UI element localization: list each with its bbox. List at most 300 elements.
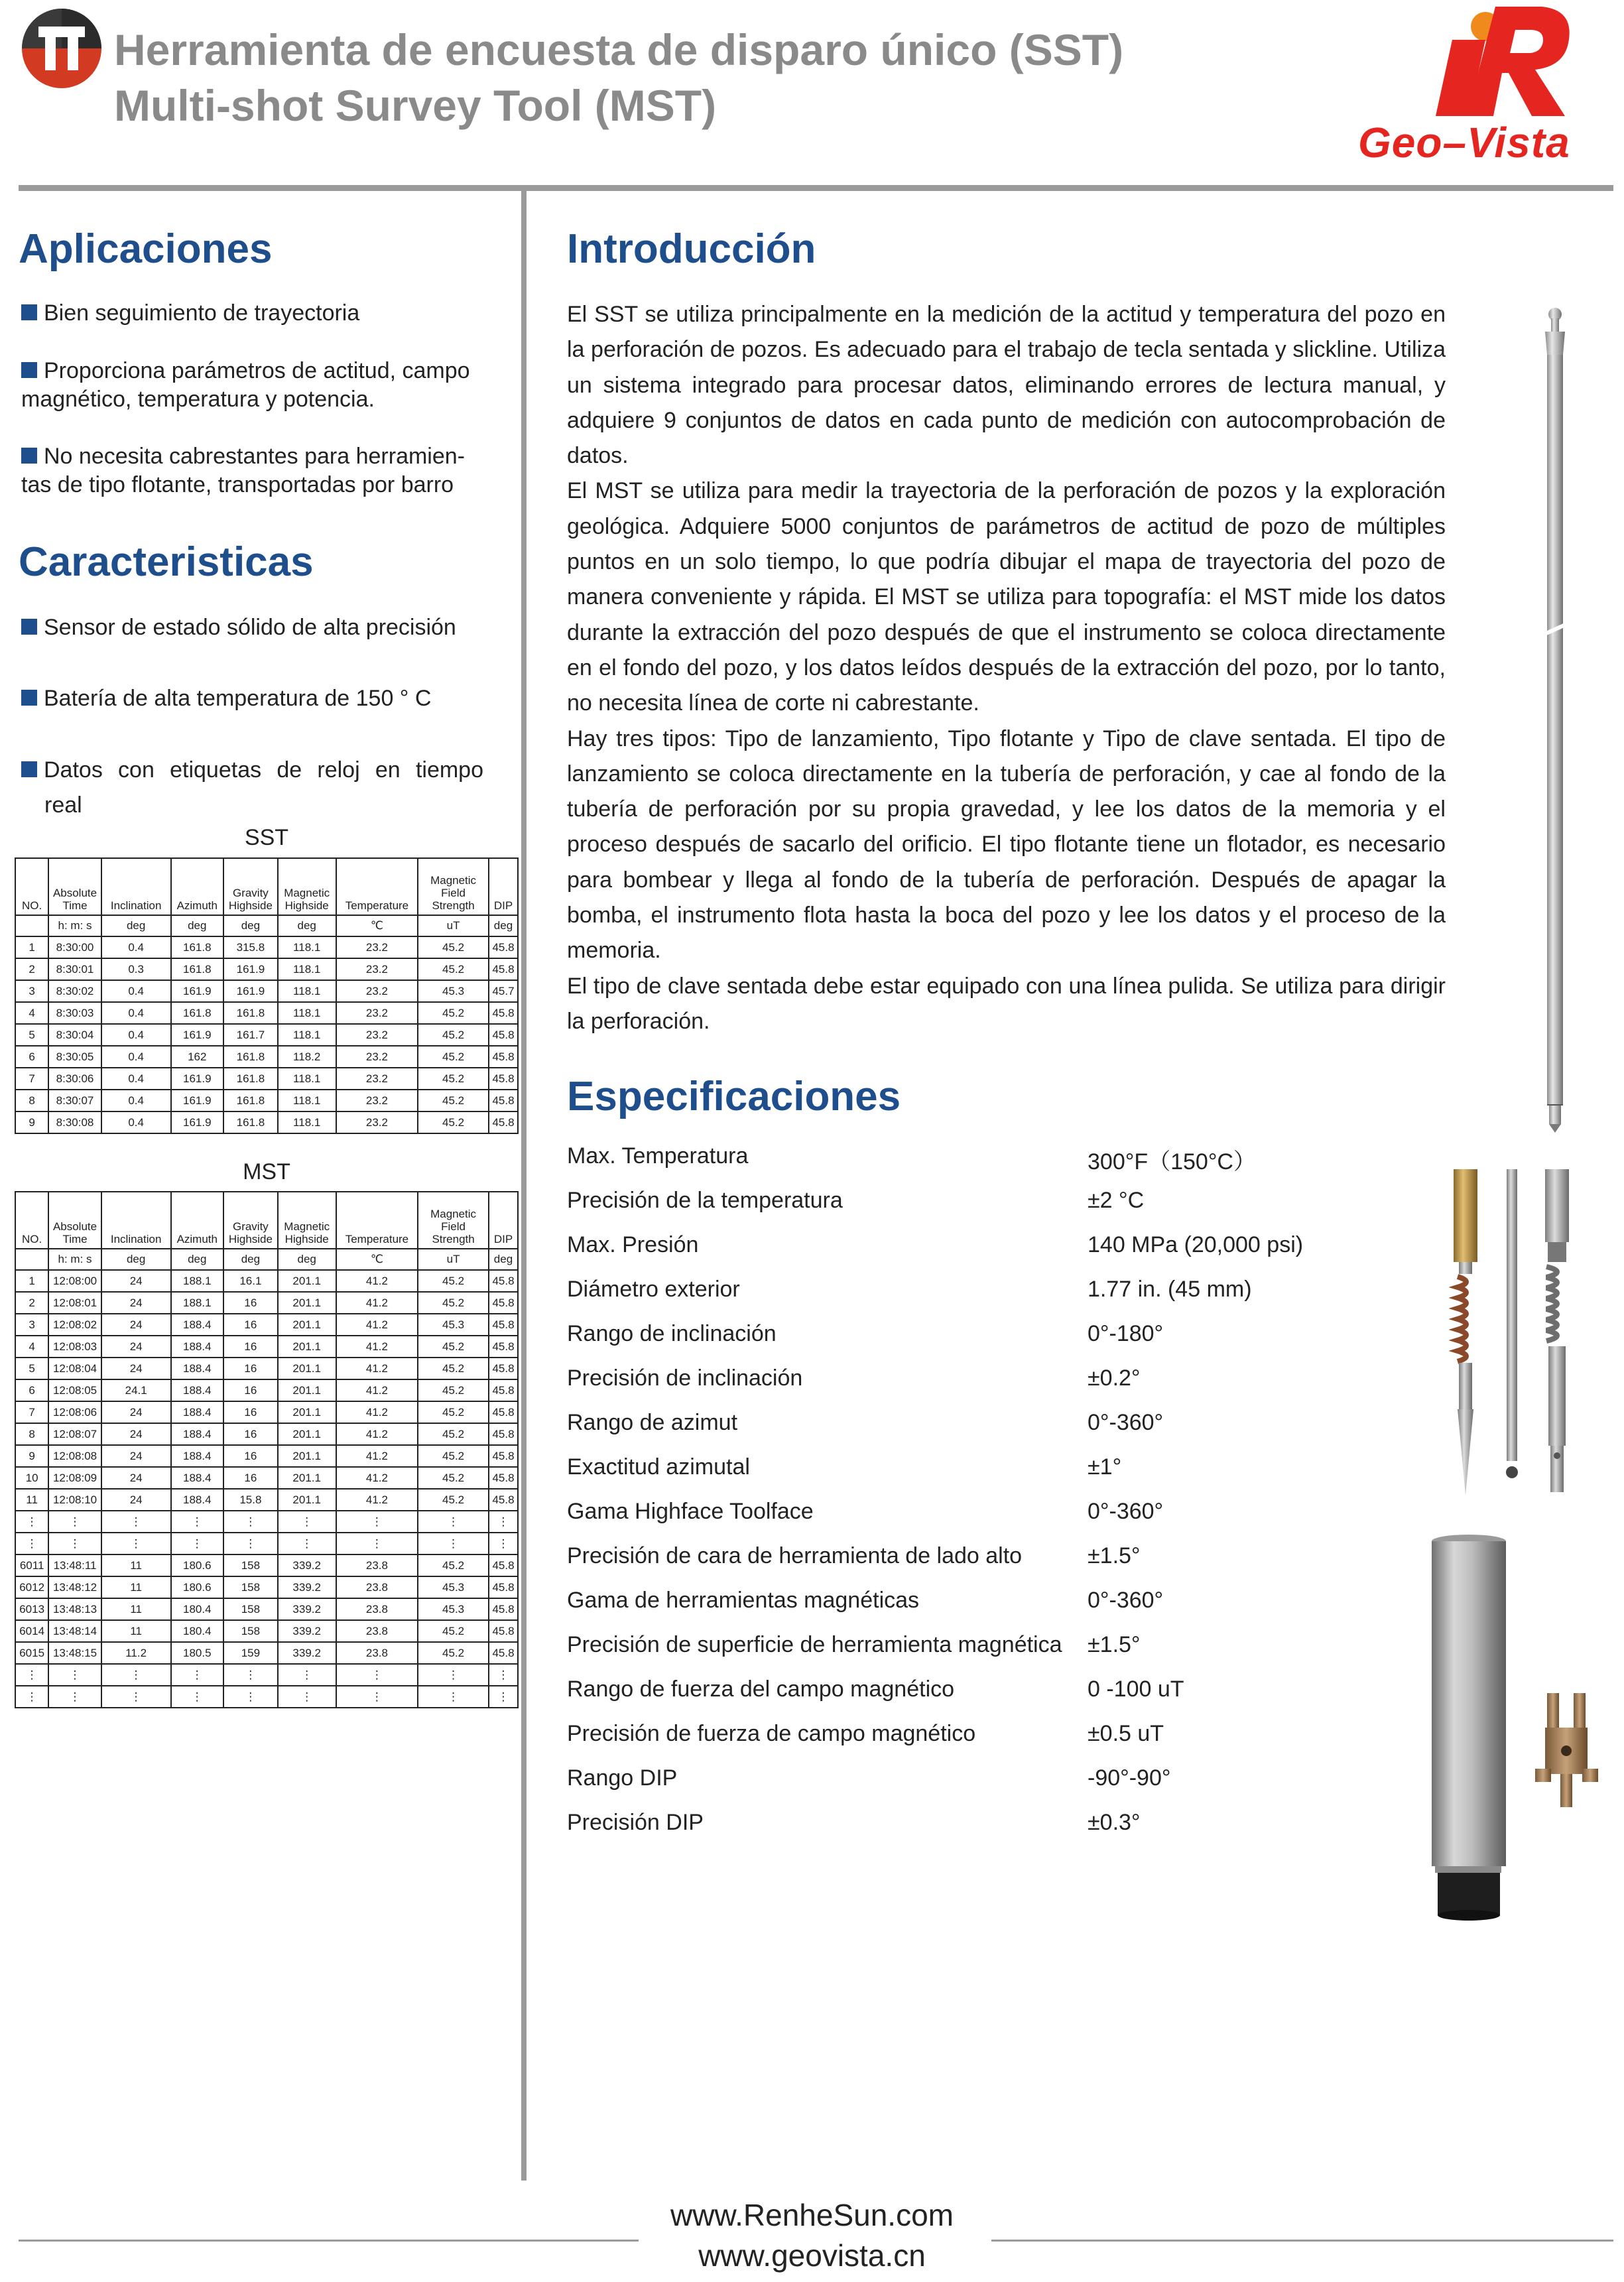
table-cell: 23.8 [336,1576,418,1598]
table-row [15,1533,518,1554]
table-row [15,1379,518,1401]
table-cell: 45.3 [418,1314,489,1336]
table-cell: ⋮ [489,1664,518,1686]
table-cell: 201.1 [278,1358,336,1379]
unit-cell: h: m: s [48,1249,101,1270]
spec-label: Exactitud azimutal [567,1454,750,1480]
table-cell: ⋮ [15,1511,48,1533]
table-cell: 45.2 [418,1090,489,1111]
table-cell: 0.4 [101,1111,171,1133]
table-cell: 45.8 [489,1598,518,1620]
table-cell: 161.9 [223,958,278,980]
unit-cell: deg [171,1249,224,1270]
table-cell: 201.1 [278,1379,336,1401]
table-cell: 16 [223,1467,278,1489]
table-row [15,1489,518,1511]
column-header: Inclination [101,858,171,915]
table-cell: 45.8 [489,958,518,980]
table-cell: 45.2 [418,1379,489,1401]
table-cell: 3 [15,980,48,1002]
table-cell: 24 [101,1467,171,1489]
table-cell: 16 [223,1379,278,1401]
unit-cell: deg [101,915,171,936]
spec-value: 0°-360° [1088,1499,1164,1524]
table-cell: ⋮ [336,1686,418,1708]
table-cell: 45.8 [489,1068,518,1090]
table-cell: 0.4 [101,936,171,958]
caracteristicas-heading: Caracteristicas [19,539,314,585]
spec-label: Diámetro exterior [567,1277,740,1302]
table-cell: 45.2 [418,936,489,958]
table-cell: 45.2 [418,1620,489,1642]
header-rule [19,185,1613,191]
company-logo [20,7,103,90]
table-cell: 45.8 [489,1002,518,1024]
table-cell: 12:08:07 [48,1423,101,1445]
column-divider [521,191,527,2181]
geo-vista-logo [1353,0,1618,172]
table-cell: 6 [15,1046,48,1068]
column-header: Gravity Highside [223,858,278,915]
table-cell: 45.2 [418,1002,489,1024]
spec-value: ±2 °C [1088,1188,1145,1213]
table-cell: ⋮ [278,1511,336,1533]
table-cell: 45.8 [489,1314,518,1336]
table-row [15,1511,518,1533]
caracteristicas-item: Datos con etiquetas de reloj en tiempo [21,756,483,785]
unit-cell: deg [278,915,336,936]
table-cell: 161.8 [171,958,224,980]
table-cell: ⋮ [101,1511,171,1533]
table-cell: 9 [15,1445,48,1467]
table-cell: 45.7 [489,980,518,1002]
table-cell: 201.1 [278,1423,336,1445]
table-cell: 41.2 [336,1489,418,1511]
table-cell: 41.2 [336,1445,418,1467]
table-unit-row [15,1249,518,1270]
unit-cell: deg [489,1249,518,1270]
mst-table [15,1191,519,1708]
table-cell: 16 [223,1401,278,1423]
table-cell: 158 [223,1554,278,1576]
table-cell: 8:30:03 [48,1002,101,1024]
table-cell: 188.4 [171,1467,224,1489]
table-cell: 118.1 [278,936,336,958]
table-cell: 6015 [15,1642,48,1664]
table-cell: 11 [101,1620,171,1642]
table-row [15,1090,518,1111]
table-cell: 23.2 [336,1111,418,1133]
table-cell: 161.9 [223,980,278,1002]
table-cell: ⋮ [101,1686,171,1708]
table-cell: 6 [15,1379,48,1401]
table-row [15,936,518,958]
table-row [15,1598,518,1620]
table-cell: 201.1 [278,1292,336,1314]
table-cell: 3 [15,1314,48,1336]
caracteristicas-item: Sensor de estado sólido de alta precisión [21,613,499,642]
table-cell: 23.2 [336,1068,418,1090]
table-cell: 0.4 [101,1090,171,1111]
table-cell: 158 [223,1620,278,1642]
table-cell: 6012 [15,1576,48,1598]
table-cell: 16 [223,1358,278,1379]
table-cell: 188.4 [171,1336,224,1358]
table-cell: 16 [223,1314,278,1336]
table-cell: 161.8 [223,1068,278,1090]
table-row [15,1467,518,1489]
table-cell: ⋮ [278,1533,336,1554]
table-cell: 24 [101,1401,171,1423]
table-cell: 45.8 [489,1401,518,1423]
table-cell: 180.4 [171,1598,224,1620]
column-header: Magnetic Highside [278,1192,336,1249]
table-cell: ⋮ [48,1533,101,1554]
table-cell: ⋮ [278,1686,336,1708]
table-cell: 12:08:02 [48,1314,101,1336]
table-cell: ⋮ [101,1533,171,1554]
table-cell: ⋮ [15,1664,48,1686]
table-cell: 315.8 [223,936,278,958]
column-header: Magnetic Field Strength [418,1192,489,1249]
table-cell: 45.8 [489,1576,518,1598]
table-cell: 41.2 [336,1401,418,1423]
table-row [15,1554,518,1576]
table-cell: 6011 [15,1554,48,1576]
spec-label: Max. Temperatura [567,1143,749,1169]
table-cell: 23.2 [336,1002,418,1024]
table-row [15,1068,518,1090]
spec-label: Precisión de superficie de herramienta magnética [567,1632,1062,1657]
spec-label: Precisión DIP [567,1810,704,1835]
table-cell: 118.1 [278,1002,336,1024]
table-cell: 339.2 [278,1598,336,1620]
table-cell: ⋮ [418,1533,489,1554]
table-cell: 0.4 [101,1002,171,1024]
table-cell: ⋮ [489,1511,518,1533]
title-en: Multi-shot Survey Tool (MST) [114,81,717,130]
table-cell: 16 [223,1445,278,1467]
table-unit-row [15,915,518,936]
table-cell: 12:08:08 [48,1445,101,1467]
table-cell: 4 [15,1002,48,1024]
spec-value: ±1° [1088,1454,1122,1480]
sst-table [15,857,519,1134]
table-cell: 13:48:15 [48,1642,101,1664]
table-cell: 8:30:08 [48,1111,101,1133]
table-cell: 161.9 [171,1068,224,1090]
table-cell: 162 [171,1046,224,1068]
table-cell: 41.2 [336,1379,418,1401]
table-row [15,1270,518,1292]
table-cell: ⋮ [48,1664,101,1686]
introduccion-body [567,297,1446,1039]
bullet-icon [21,690,37,706]
spec-value: ±0.2° [1088,1365,1141,1391]
table-cell: 41.2 [336,1292,418,1314]
spec-label: Gama Highface Toolface [567,1499,814,1524]
column-header: Azimuth [171,1192,224,1249]
table-cell: 10 [15,1467,48,1489]
table-cell: 180.6 [171,1576,224,1598]
table-cell: 161.8 [223,1046,278,1068]
table-row [15,1642,518,1664]
table-cell: 188.1 [171,1270,224,1292]
mst-table-caption: MST [243,1159,290,1184]
intro-paragraph: Hay tres tipos: Tipo de lanzamiento, Tipo flotante y Tipo de clave sentada. El tipo de lanzamiento se coloca directamente en la tubería de perforación, y cae al fondo de la tubería de perforación por su propia gravedad, y lee los datos de la memoria y el proceso después de sacarlo del orificio. El tipo flotante tiene un flotador, es necesario para bombear y llega al fondo de la tubería de perforación. Después de apagar la bomba, el instrumento flota hasta la boca del pozo y lee los datos y el proceso de la memoria. [567,726,1446,964]
table-cell: 0.4 [101,1068,171,1090]
table-row [15,1336,518,1358]
table-cell: 45.2 [418,1292,489,1314]
intro-paragraph: El MST se utiliza para medir la trayectoria de la perforación de pozos y la exploración geológica. Adquiere 5000 conjuntos de parámetros de actitud de pozo de múltiples puntos en un solo tiempo, lo que podría dibujar el mapa de trayectoria del pozo de manera conveniente y rápida. El MST se utiliza para topografía: el MST mide los datos durante la extracción del pozo después de que el instrumento se coloca directamente en el fondo del pozo, y los datos leídos después de la extracción del pozo, por lo tanto, no necesita línea de corte ni cabrestante. [567,478,1446,716]
table-cell: 8 [15,1090,48,1111]
unit-cell [15,1249,48,1270]
table-cell: 24 [101,1270,171,1292]
unit-cell: ℃ [336,1249,418,1270]
table-cell: 12:08:05 [48,1379,101,1401]
table-cell: 201.1 [278,1445,336,1467]
table-cell: 23.8 [336,1598,418,1620]
table-cell: 45.8 [489,936,518,958]
bullet-icon [21,362,37,378]
table-cell: 13:48:14 [48,1620,101,1642]
spec-value: ±1.5° [1088,1632,1141,1657]
table-row [15,1576,518,1598]
bullet-icon [21,448,37,464]
table-cell: 201.1 [278,1314,336,1336]
spec-label: Rango de azimut [567,1410,738,1435]
column-header: Magnetic Highside [278,858,336,915]
table-cell: 9 [15,1111,48,1133]
table-cell: 41.2 [336,1336,418,1358]
table-cell: 8 [15,1423,48,1445]
mst-components-image [1439,1164,1585,1509]
table-row [15,1024,518,1046]
table-cell: 12:08:04 [48,1358,101,1379]
aplicaciones-item: Bien seguimiento de trayectoria [21,299,499,328]
brand-name: Geo–Vista [1358,119,1570,166]
table-cell: 161.8 [223,1002,278,1024]
unit-cell [15,915,48,936]
table-cell: 45.8 [489,1292,518,1314]
table-cell: 23.2 [336,958,418,980]
table-cell: 161.9 [171,1024,224,1046]
table-cell: ⋮ [171,1686,224,1708]
table-cell: 12:08:00 [48,1270,101,1292]
table-cell: 12:08:09 [48,1467,101,1489]
unit-cell: ℃ [336,915,418,936]
table-cell: 45.8 [489,1423,518,1445]
column-header: Absolute Time [48,858,101,915]
table-cell: 201.1 [278,1336,336,1358]
spec-value: 0°-360° [1088,1588,1164,1613]
spec-label: Max. Presión [567,1232,699,1257]
table-cell: 5 [15,1358,48,1379]
table-row [15,980,518,1002]
table-cell: 180.6 [171,1554,224,1576]
table-cell: 161.8 [171,1002,224,1024]
table-cell: 23.2 [336,1046,418,1068]
table-cell: 8:30:06 [48,1068,101,1090]
bullet-icon [21,304,37,320]
unit-cell: uT [418,915,489,936]
table-cell: 41.2 [336,1358,418,1379]
table-cell: 45.8 [489,1642,518,1664]
table-cell: 45.2 [418,1642,489,1664]
table-cell: 188.4 [171,1379,224,1401]
table-cell: 11 [101,1576,171,1598]
table-cell: 45.8 [489,1445,518,1467]
table-cell: 23.8 [336,1620,418,1642]
table-cell: 8:30:04 [48,1024,101,1046]
introduccion-heading: Introducción [567,226,816,272]
column-header: Temperature [336,858,418,915]
unit-cell: h: m: s [48,915,101,936]
table-cell: ⋮ [336,1664,418,1686]
table-cell: 339.2 [278,1642,336,1664]
table-cell: 11 [15,1489,48,1511]
table-cell: 24.1 [101,1379,171,1401]
table-cell: 6013 [15,1598,48,1620]
table-cell: 41.2 [336,1270,418,1292]
spec-label: Precisión de fuerza de campo magnético [567,1721,976,1746]
table-cell: 8:30:01 [48,958,101,980]
table-cell: 45.2 [418,1024,489,1046]
spec-value: 300°F（150°C） [1088,1149,1256,1174]
table-row [15,1292,518,1314]
table-cell: 45.2 [418,1467,489,1489]
table-cell: 12:08:10 [48,1489,101,1511]
table-cell: 188.4 [171,1423,224,1445]
table-cell: 188.4 [171,1401,224,1423]
table-cell: 12:08:03 [48,1336,101,1358]
table-row [15,1445,518,1467]
table-cell: 6014 [15,1620,48,1642]
table-cell: 45.8 [489,1358,518,1379]
table-row [15,1314,518,1336]
caracteristicas-item: Batería de alta temperatura de 150 ° C [21,684,499,713]
table-row [15,1046,518,1068]
column-header: Magnetic Field Strength [418,858,489,915]
table-cell: 158 [223,1576,278,1598]
table-cell: 180.4 [171,1620,224,1642]
table-cell: 339.2 [278,1576,336,1598]
table-row [15,1620,518,1642]
table-cell: 188.1 [171,1292,224,1314]
aplicaciones-item: No necesita cabrestantes para herramien- tas de tipo flotante, transportadas por barro [21,444,465,497]
table-cell: 161.9 [171,980,224,1002]
table-cell: 2 [15,1292,48,1314]
table-cell: 45.8 [489,1554,518,1576]
table-cell: 23.8 [336,1554,418,1576]
table-header-row [15,858,518,915]
column-header: Absolute Time [48,1192,101,1249]
table-cell: 201.1 [278,1467,336,1489]
table-cell: 16 [223,1336,278,1358]
table-cell: ⋮ [223,1664,278,1686]
table-cell: ⋮ [223,1686,278,1708]
column-header: Azimuth [171,858,224,915]
wrench-part-image [1535,1688,1598,1810]
table-cell: 45.2 [418,1068,489,1090]
unit-cell: deg [223,915,278,936]
especificaciones-heading: Especificaciones [567,1074,901,1119]
table-cell: 24 [101,1292,171,1314]
aplicaciones-heading: Aplicaciones [19,226,273,272]
table-cell: 45.8 [489,1336,518,1358]
table-cell: 13:48:12 [48,1576,101,1598]
table-cell: 13:48:13 [48,1598,101,1620]
spec-label: Gama de herramientas magnéticas [567,1588,920,1613]
bullet-icon [21,619,37,635]
table-cell: 188.4 [171,1489,224,1511]
table-cell: 45.2 [418,1111,489,1133]
table-cell: 13:48:11 [48,1554,101,1576]
table-cell: ⋮ [101,1664,171,1686]
table-cell: 45.2 [418,1358,489,1379]
table-cell: 158 [223,1598,278,1620]
table-cell: ⋮ [489,1533,518,1554]
table-cell: ⋮ [15,1533,48,1554]
table-cell: ⋮ [15,1686,48,1708]
table-cell: 45.2 [418,1046,489,1068]
footer-url-geovista[interactable]: www.geovista.cn [698,2238,926,2273]
unit-cell: deg [171,915,224,936]
table-cell: 45.3 [418,1576,489,1598]
table-cell: 45.2 [418,1489,489,1511]
column-header: DIP [489,858,518,915]
title-es: Herramienta de encuesta de disparo único (SST) [114,25,1124,74]
table-cell: ⋮ [336,1533,418,1554]
table-cell: 45.8 [489,1270,518,1292]
table-row [15,1401,518,1423]
table-cell: 8:30:07 [48,1090,101,1111]
table-cell: 161.8 [223,1090,278,1111]
table-cell: 45.2 [418,1336,489,1358]
unit-cell: deg [489,915,518,936]
table-cell: 2 [15,958,48,980]
table-cell: 0.4 [101,1046,171,1068]
table-cell: 0.4 [101,980,171,1002]
spec-label: Rango de fuerza del campo magnético [567,1677,955,1702]
footer-url-renhesun[interactable]: www.RenheSun.com [670,2198,954,2232]
table-cell: ⋮ [418,1686,489,1708]
intro-paragraph: El tipo de clave sentada debe estar equipado con una línea pulida. Se utiliza para dirigir la perforación. [567,973,1446,1034]
table-cell: 23.2 [336,1024,418,1046]
table-cell: 339.2 [278,1620,336,1642]
table-cell: 201.1 [278,1401,336,1423]
caracteristicas-item-cont: real [44,792,82,818]
table-cell: 5 [15,1024,48,1046]
spec-label: Rango de inclinación [567,1321,777,1346]
spec-label: Precisión de inclinación [567,1365,803,1391]
table-cell: ⋮ [418,1511,489,1533]
table-cell: 45.8 [489,1379,518,1401]
column-header: Temperature [336,1192,418,1249]
table-cell: ⋮ [223,1533,278,1554]
table-cell: ⋮ [489,1686,518,1708]
spec-value: 0 -100 uT [1088,1677,1184,1702]
table-cell: 24 [101,1423,171,1445]
table-cell: 41.2 [336,1467,418,1489]
spec-label: Precisión de cara de herramienta de lado alto [567,1543,1023,1568]
table-header-row [15,1192,518,1249]
column-header: Inclination [101,1192,171,1249]
spec-value: ±1.5° [1088,1543,1141,1568]
table-row [15,1423,518,1445]
table-cell: 0.3 [101,958,171,980]
table-row [15,1358,518,1379]
